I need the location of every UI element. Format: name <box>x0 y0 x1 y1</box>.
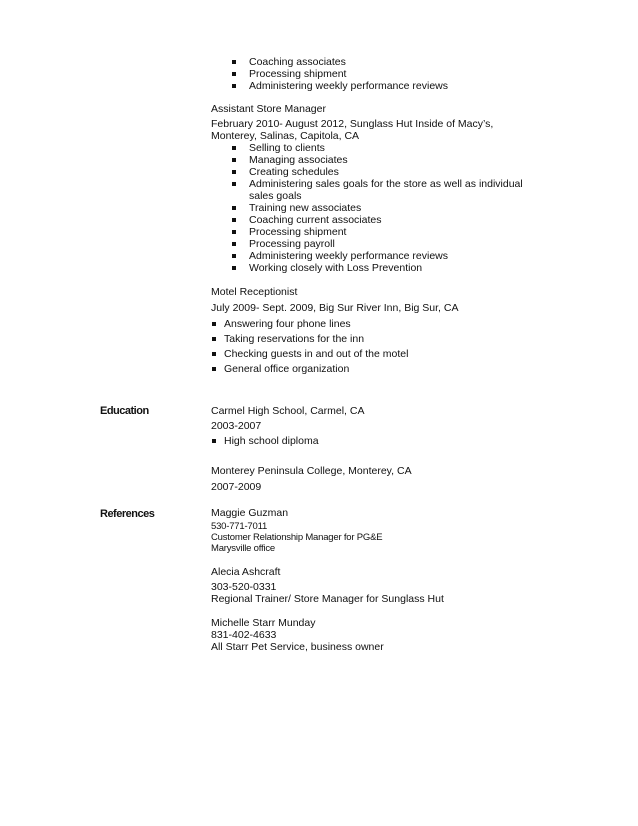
reference-name: Maggie Guzman <box>211 507 289 519</box>
section-heading-references: References <box>100 508 155 520</box>
bullet-square-icon <box>232 218 236 222</box>
reference-detail: Marysville office <box>211 543 275 554</box>
reference-role: All Starr Pet Service, business owner <box>211 641 384 653</box>
reference-name: Alecia Ashcraft <box>211 566 281 578</box>
school-name: Monterey Peninsula College, Monterey, CA <box>211 465 412 477</box>
bullet-square-icon <box>232 170 236 174</box>
bullet-square-icon <box>232 146 236 150</box>
bullet-square-icon <box>232 72 236 76</box>
reference-phone: 303-520-0331 <box>211 581 277 593</box>
bullet-square-icon <box>232 206 236 210</box>
bullet-square-icon <box>232 60 236 64</box>
bullet-square-icon <box>232 254 236 258</box>
job-title: Assistant Store Manager <box>211 103 326 115</box>
bullet-square-icon <box>232 158 236 162</box>
bullet-square-icon <box>232 266 236 270</box>
bullet-square-icon <box>212 352 216 356</box>
bullet-square-icon <box>232 242 236 246</box>
reference-phone: 530-771-7011 <box>211 521 268 532</box>
job-dates: February 2010- August 2012, Sunglass Hut Inside of Macy’s, <box>211 118 494 130</box>
job-location: Monterey, Salinas, Capitola, CA <box>211 130 360 142</box>
bullet-square-icon <box>212 367 216 371</box>
bullet-square-icon <box>212 337 216 341</box>
bullet-square-icon <box>232 182 236 186</box>
bullet-square-icon <box>232 84 236 88</box>
bullet-square-icon <box>212 322 216 326</box>
reference-phone: 831-402-4633 <box>211 629 277 641</box>
school-years: 2003-2007 <box>211 420 262 432</box>
job-title: Motel Receptionist <box>211 286 298 298</box>
section-heading-education: Education <box>100 405 149 417</box>
bullet-square-icon <box>232 230 236 234</box>
school-name: Carmel High School, Carmel, CA <box>211 405 365 417</box>
job-dates: July 2009- Sept. 2009, Big Sur River Inn, Big Sur, CA <box>211 302 459 314</box>
school-years: 2007-2009 <box>211 481 262 493</box>
bullet-square-icon <box>212 439 216 443</box>
resume-page: Coaching associates Processing shipment Administering weekly performance reviews Assistant Store Manager February 2010- August 2012, Sunglass Hut Inside of Macy’s, Monterey, Salinas, Capitola, CA Selling to clients Managing associates Creating schedules Administering sales goals for the store as well as individual sales goals Training new associates Coaching current associates Processing shipment Processing payroll Administering weekly performance reviews Working closely with Loss Prevention Motel Receptionist July 2009- Sept. 2009, Big Sur River Inn, Big Sur, CA Answering four phone lines Taking reservations for the inn Checking guests in and out of the motel General office organization Education Carmel High School, Carmel, CA 2003-2007 High school diploma Monterey Peninsula College, Monterey, CA 2007-2009 References Maggie Guzman 530-771-7011 Customer Relationship Manager for PG&E Marysville office Alecia Ashcraft 303-520-0331 Regional Trainer/ Store Manager for Sunglass Hut Michelle Starr Munday 831-402-4633 All Starr Pet Service, business owner <box>100 56 523 653</box>
reference-role: Customer Relationship Manager for PG&E <box>211 532 383 543</box>
reference-name: Michelle Starr Munday <box>211 617 316 629</box>
reference-role: Regional Trainer/ Store Manager for Sunglass Hut <box>211 593 444 605</box>
